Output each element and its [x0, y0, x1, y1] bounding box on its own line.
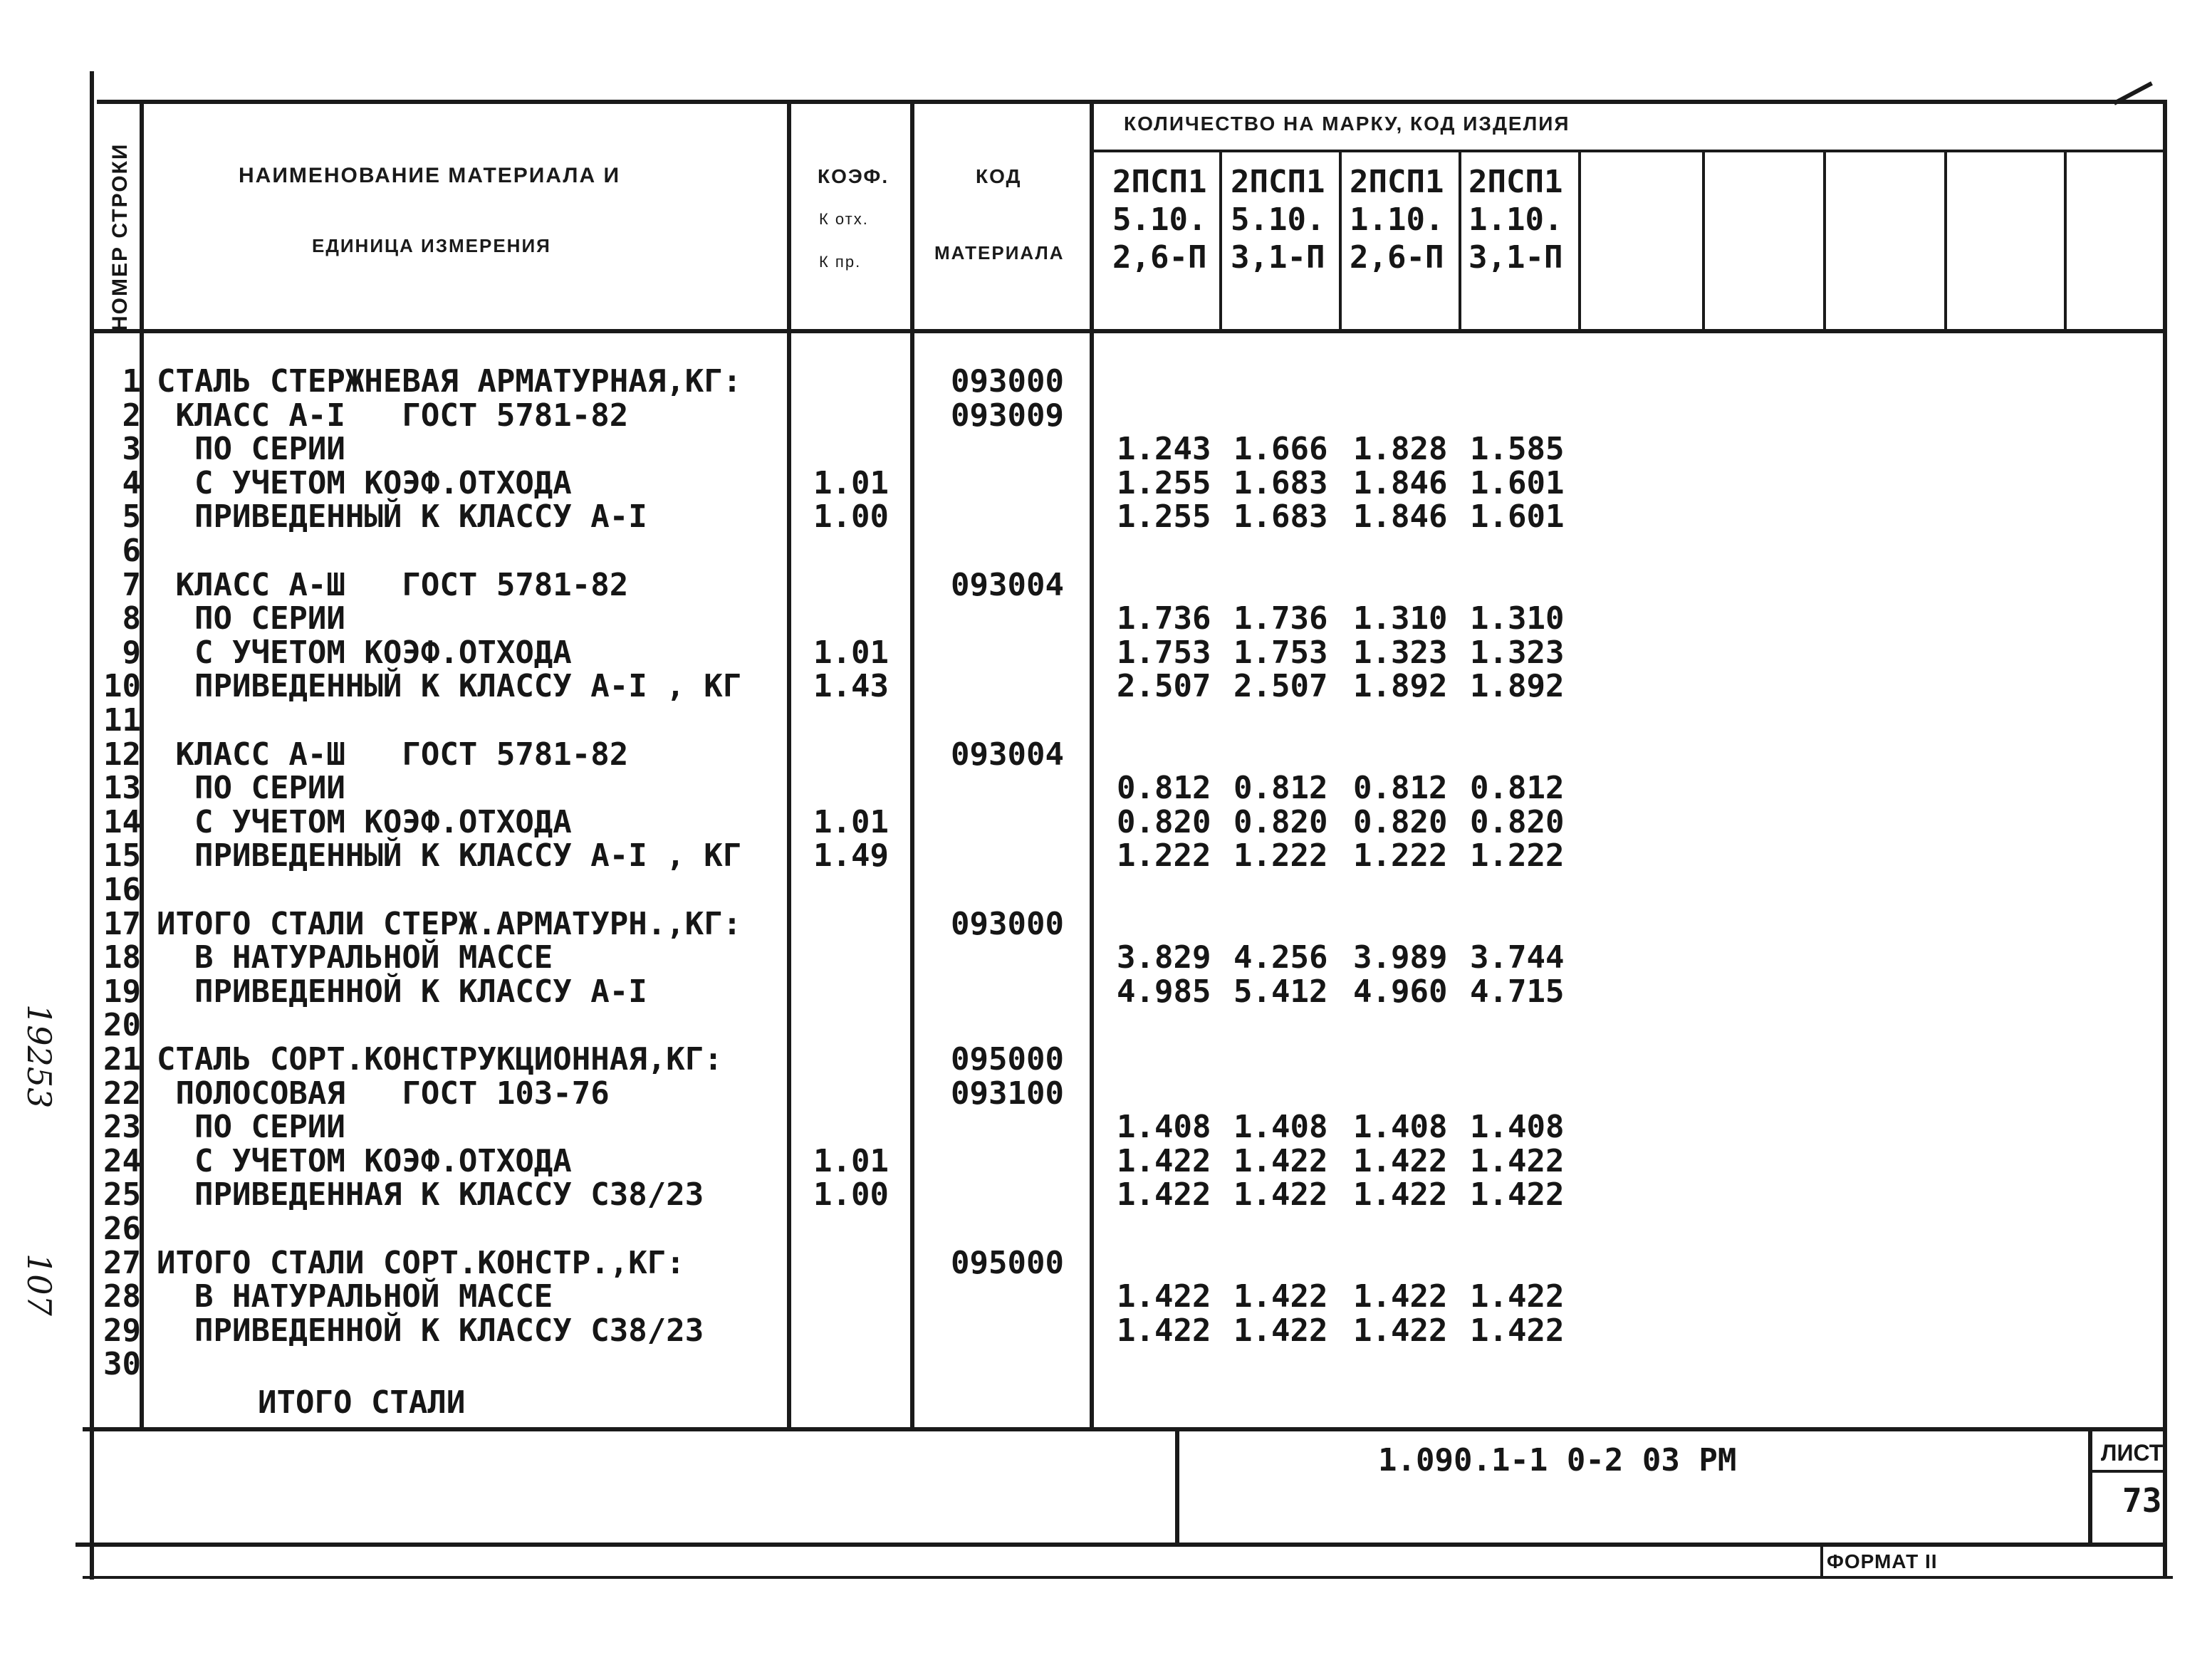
quantity-mark-1: 3.829 [1117, 939, 1211, 976]
coefficient: 1.01 [813, 634, 889, 671]
quantity-mark-1: 2.507 [1117, 668, 1211, 705]
material-name: ПО СЕРИИ [157, 431, 345, 468]
row-number: 13 [103, 770, 141, 807]
quantity-mark-4: 1.422 [1470, 1278, 1565, 1315]
mark-2-line1: 2ПСП1 [1231, 164, 1325, 200]
quantity-mark-4: 1.310 [1470, 600, 1565, 637]
mark-col-7 [1944, 150, 1947, 331]
material-code: 093009 [951, 397, 1064, 434]
row-number: 9 [122, 634, 141, 671]
table-row [0, 975, 2137, 1008]
format-box-left [1820, 1543, 1823, 1578]
row-number: 20 [103, 1007, 141, 1044]
mark-2-line3: 3,1-П [1231, 239, 1325, 276]
quantity-mark-4: 3.744 [1470, 939, 1565, 976]
row-number: 21 [103, 1041, 141, 1077]
quantity-mark-4: 1.585 [1470, 431, 1565, 468]
row-number: 23 [103, 1109, 141, 1146]
coefficient: 1.43 [813, 668, 889, 705]
row-number: 2 [122, 397, 141, 434]
quantity-mark-3: 1.828 [1353, 431, 1448, 468]
quantity-mark-1: 1.243 [1117, 431, 1211, 468]
mark-3-line1: 2ПСП1 [1350, 164, 1444, 200]
quantity-mark-2: 1.408 [1233, 1109, 1328, 1146]
quantity-mark-4: 4.715 [1470, 973, 1565, 1010]
quantity-mark-1: 1.422 [1117, 1142, 1211, 1179]
table-row [0, 805, 2137, 839]
frame-right [2163, 100, 2167, 1579]
material-name: ПРИВЕДЕННЫЙ К КЛАССУ А-I , КГ [157, 837, 742, 875]
row-number: 14 [103, 803, 141, 840]
mark-col-1 [1219, 150, 1222, 331]
material-code: 095000 [951, 1244, 1064, 1281]
header-coef-line2: К отх. [819, 210, 869, 228]
row-number: 24 [103, 1142, 141, 1179]
row-number: 19 [103, 973, 141, 1010]
quantity-mark-2: 5.412 [1233, 973, 1328, 1010]
table-row [0, 432, 2137, 466]
mark-4-line3: 3,1-П [1468, 239, 1563, 276]
material-name: ПРИВЕДЕННЫЙ К КЛАССУ А-I , КГ [157, 668, 742, 705]
stamp-bottom-line [75, 1543, 2166, 1547]
row-number: 15 [103, 837, 141, 875]
quantity-mark-2: 4.256 [1233, 939, 1328, 976]
table-row [0, 602, 2137, 635]
mark-1-line1: 2ПСП1 [1112, 164, 1207, 200]
quantity-mark-3: 1.408 [1353, 1109, 1448, 1146]
quantity-mark-1: 1.422 [1117, 1278, 1211, 1315]
quantity-mark-1: 1.753 [1117, 634, 1211, 671]
quantity-mark-3: 1.422 [1353, 1142, 1448, 1179]
quantity-mark-2: 1.422 [1233, 1312, 1328, 1349]
table-row [0, 1246, 2137, 1280]
coefficient: 1.00 [813, 499, 889, 536]
margin-page-number: 107 [20, 1253, 58, 1316]
header-code-line1: КОД [976, 165, 1022, 187]
material-code: 093004 [951, 736, 1064, 773]
material-code: 093000 [951, 363, 1064, 400]
quantity-mark-3: 3.989 [1353, 939, 1448, 976]
mark-col-4 [1578, 150, 1581, 331]
material-code: 093000 [951, 905, 1064, 942]
row-number: 6 [122, 533, 141, 569]
row-number: 10 [103, 668, 141, 705]
quantity-mark-2: 1.422 [1233, 1142, 1328, 1179]
quantity-mark-2: 0.812 [1233, 770, 1328, 807]
material-name: В НАТУРАЛЬНОЙ МАССЕ [157, 939, 553, 976]
quantity-mark-3: 0.820 [1353, 803, 1448, 840]
row-number: 16 [103, 872, 141, 908]
table-row [0, 669, 2137, 703]
quantity-mark-3: 1.310 [1353, 600, 1448, 637]
material-name: ПО СЕРИИ [157, 1109, 345, 1146]
quantity-mark-3: 1.323 [1353, 634, 1448, 671]
header-coef-line1: КОЭФ. [818, 165, 890, 187]
row-number: 4 [122, 464, 141, 501]
header-name-line1: НАИМЕНОВАНИЕ МАТЕРИАЛА И [239, 164, 621, 187]
material-name: С УЧЕТОМ КОЭФ.ОТХОДА [157, 1142, 572, 1179]
header-quantity: КОЛИЧЕСТВО НА МАРКУ, КОД ИЗДЕЛИЯ [1124, 113, 1570, 135]
total-steel-label: ИТОГО СТАЛИ [258, 1384, 466, 1421]
table-row [0, 704, 2137, 737]
table-row [0, 568, 2137, 602]
material-name: ПРИВЕДЕННЫЙ К КЛАССУ А-I [157, 499, 647, 536]
table-row [0, 837, 2137, 875]
table-row [0, 771, 2137, 805]
sheet-box-divider [2088, 1470, 2165, 1473]
row-number: 27 [103, 1244, 141, 1281]
table-row [0, 636, 2137, 669]
material-code: 095000 [951, 1041, 1064, 1077]
mark-col-3 [1459, 150, 1461, 331]
format-bottom-line [83, 1576, 2173, 1579]
coefficient: 1.49 [813, 837, 889, 875]
quantity-mark-2: 1.422 [1233, 1176, 1328, 1213]
row-number: 30 [103, 1346, 141, 1383]
quantity-mark-4: 1.601 [1470, 499, 1565, 536]
table-row [0, 466, 2137, 500]
table-row [0, 1280, 2137, 1313]
material-name: СТАЛЬ СТЕРЖНЕВАЯ АРМАТУРНАЯ,КГ: [157, 363, 742, 400]
sheet-number: 73 [2122, 1481, 2162, 1520]
quantity-mark-1: 1.422 [1117, 1176, 1211, 1213]
mark-3-line3: 2,6-П [1350, 239, 1444, 276]
material-name: С УЧЕТОМ КОЭФ.ОТХОДА [157, 803, 572, 840]
material-name: С УЧЕТОМ КОЭФ.ОТХОДА [157, 464, 572, 501]
table-row [0, 1212, 2137, 1246]
quantity-mark-1: 1.422 [1117, 1312, 1211, 1349]
row-number: 29 [103, 1312, 141, 1349]
coefficient: 1.00 [813, 1176, 889, 1213]
quantity-mark-4: 1.422 [1470, 1142, 1565, 1179]
row-number: 12 [103, 736, 141, 773]
table-row [0, 1043, 2137, 1076]
format-label: ФОРМАТ II [1827, 1550, 1938, 1572]
quantity-mark-1: 1.222 [1117, 837, 1211, 875]
material-name: КЛАСС А-Ш ГОСТ 5781-82 [157, 566, 629, 603]
quantity-mark-2: 1.736 [1233, 600, 1328, 637]
quantity-mark-1: 4.985 [1117, 973, 1211, 1010]
table-row [0, 1178, 2137, 1211]
material-name: ИТОГО СТАЛИ СТЕРЖ.АРМАТУРН.,КГ: [157, 905, 742, 942]
material-name: ПРИВЕДЕННОЙ К КЛАССУ С38/23 [157, 1312, 704, 1349]
row-number: 25 [103, 1176, 141, 1213]
header-row-number: НОМЕР СТРОКИ [108, 142, 132, 331]
material-name: КЛАСС А-Ш ГОСТ 5781-82 [157, 736, 629, 773]
mark-1-line3: 2,6-П [1112, 239, 1207, 276]
material-name: ИТОГО СТАЛИ СОРТ.КОНСТР.,КГ: [157, 1244, 685, 1281]
row-number: 11 [103, 702, 141, 738]
table-row [0, 365, 2137, 398]
stamp-divider [1175, 1427, 1179, 1544]
mark-col-5 [1702, 150, 1705, 331]
material-name: СТАЛЬ СОРТ.КОНСТРУКЦИОННАЯ,КГ: [157, 1041, 723, 1077]
table-row [0, 738, 2137, 771]
quantity-mark-4: 1.408 [1470, 1109, 1565, 1146]
mark-3-line2: 1.10. [1350, 202, 1444, 238]
material-name: ПРИВЕДЕННОЙ К КЛАССУ А-I [157, 973, 647, 1010]
quantity-mark-3: 1.422 [1353, 1176, 1448, 1213]
material-name: ПОЛОСОВАЯ ГОСТ 103-76 [157, 1075, 610, 1112]
table-row [0, 1110, 2137, 1144]
coefficient: 1.01 [813, 1142, 889, 1179]
mark-4-line1: 2ПСП1 [1468, 164, 1563, 200]
quantity-mark-1: 1.408 [1117, 1109, 1211, 1146]
quantity-mark-2: 2.507 [1233, 668, 1328, 705]
quantity-mark-3: 1.422 [1353, 1312, 1448, 1349]
table-row [0, 873, 2137, 907]
header-bottom-line [90, 329, 2166, 333]
header-code-line2: МАТЕРИАЛА [934, 242, 1065, 263]
row-number: 3 [122, 431, 141, 468]
table-row [0, 907, 2137, 941]
quantity-mark-2: 1.422 [1233, 1278, 1328, 1315]
quantity-mark-4: 1.422 [1470, 1176, 1565, 1213]
quantity-mark-4: 1.323 [1470, 634, 1565, 671]
row-number: 8 [122, 600, 141, 637]
mark-2-line2: 5.10. [1231, 202, 1325, 238]
quantity-mark-1: 1.736 [1117, 600, 1211, 637]
material-name: ПО СЕРИИ [157, 600, 345, 637]
material-code: 093004 [951, 566, 1064, 603]
table-row [0, 1077, 2137, 1110]
table-row [0, 1314, 2137, 1347]
quantity-mark-2: 1.683 [1233, 464, 1328, 501]
material-name: ПО СЕРИИ [157, 770, 345, 807]
mark-header-divider [1093, 150, 2166, 152]
row-number: 22 [103, 1075, 141, 1112]
row-number: 1 [122, 363, 141, 400]
mark-col-6 [1823, 150, 1826, 331]
quantity-mark-4: 0.812 [1470, 770, 1565, 807]
material-name: В НАТУРАЛЬНОЙ МАССЕ [157, 1278, 553, 1315]
material-name: КЛАСС А-I ГОСТ 5781-82 [157, 397, 629, 434]
table-row [0, 1144, 2137, 1178]
quantity-mark-2: 0.820 [1233, 803, 1328, 840]
quantity-mark-2: 1.666 [1233, 431, 1328, 468]
quantity-mark-3: 1.846 [1353, 464, 1448, 501]
quantity-mark-4: 0.820 [1470, 803, 1565, 840]
quantity-mark-1: 1.255 [1117, 499, 1211, 536]
table-row [0, 534, 2137, 568]
material-name: С УЧЕТОМ КОЭФ.ОТХОДА [157, 634, 572, 671]
quantity-mark-3: 4.960 [1353, 973, 1448, 1010]
table-row [0, 499, 2137, 536]
quantity-mark-1: 0.820 [1117, 803, 1211, 840]
sheet-box-left [2088, 1427, 2092, 1544]
material-code: 093100 [951, 1075, 1064, 1112]
mark-1-line2: 5.10. [1112, 202, 1207, 238]
table-row [0, 1347, 2137, 1381]
mark-4-line2: 1.10. [1468, 202, 1563, 238]
coefficient: 1.01 [813, 803, 889, 840]
material-name: ПРИВЕДЕННАЯ К КЛАССУ С38/23 [157, 1176, 704, 1213]
quantity-mark-1: 1.255 [1117, 464, 1211, 501]
row-number: 26 [103, 1211, 141, 1247]
row-number: 17 [103, 905, 141, 942]
quantity-mark-2: 1.683 [1233, 499, 1328, 536]
quantity-mark-3: 1.892 [1353, 668, 1448, 705]
quantity-mark-4: 1.422 [1470, 1312, 1565, 1349]
table-row [0, 399, 2137, 432]
row-number: 18 [103, 939, 141, 976]
margin-inventory-number: 19253 [20, 1004, 58, 1109]
mark-col-8 [2064, 150, 2067, 331]
sheet-label: ЛИСТ [2101, 1440, 2164, 1466]
table-row [0, 1008, 2137, 1042]
quantity-mark-2: 1.222 [1233, 837, 1328, 875]
quantity-mark-3: 1.222 [1353, 837, 1448, 875]
coefficient: 1.01 [813, 464, 889, 501]
frame-top [97, 100, 2166, 104]
quantity-mark-3: 1.422 [1353, 1278, 1448, 1315]
quantity-mark-4: 1.601 [1470, 464, 1565, 501]
row-number: 7 [122, 566, 141, 603]
quantity-mark-3: 1.846 [1353, 499, 1448, 536]
quantity-mark-4: 1.892 [1470, 668, 1565, 705]
row-number: 28 [103, 1278, 141, 1315]
table-row [0, 941, 2137, 974]
header-name-line2: ЕДИНИЦА ИЗМЕРЕНИЯ [312, 235, 551, 256]
document-code: 1.090.1-1 0-2 03 РМ [1378, 1442, 1737, 1478]
quantity-mark-3: 0.812 [1353, 770, 1448, 807]
row-number: 5 [122, 499, 141, 536]
header-coef-line3: К пр. [819, 253, 862, 271]
body-bottom-line [83, 1427, 2166, 1431]
quantity-mark-4: 1.222 [1470, 837, 1565, 875]
mark-col-2 [1339, 150, 1342, 331]
quantity-mark-2: 1.753 [1233, 634, 1328, 671]
quantity-mark-1: 0.812 [1117, 770, 1211, 807]
